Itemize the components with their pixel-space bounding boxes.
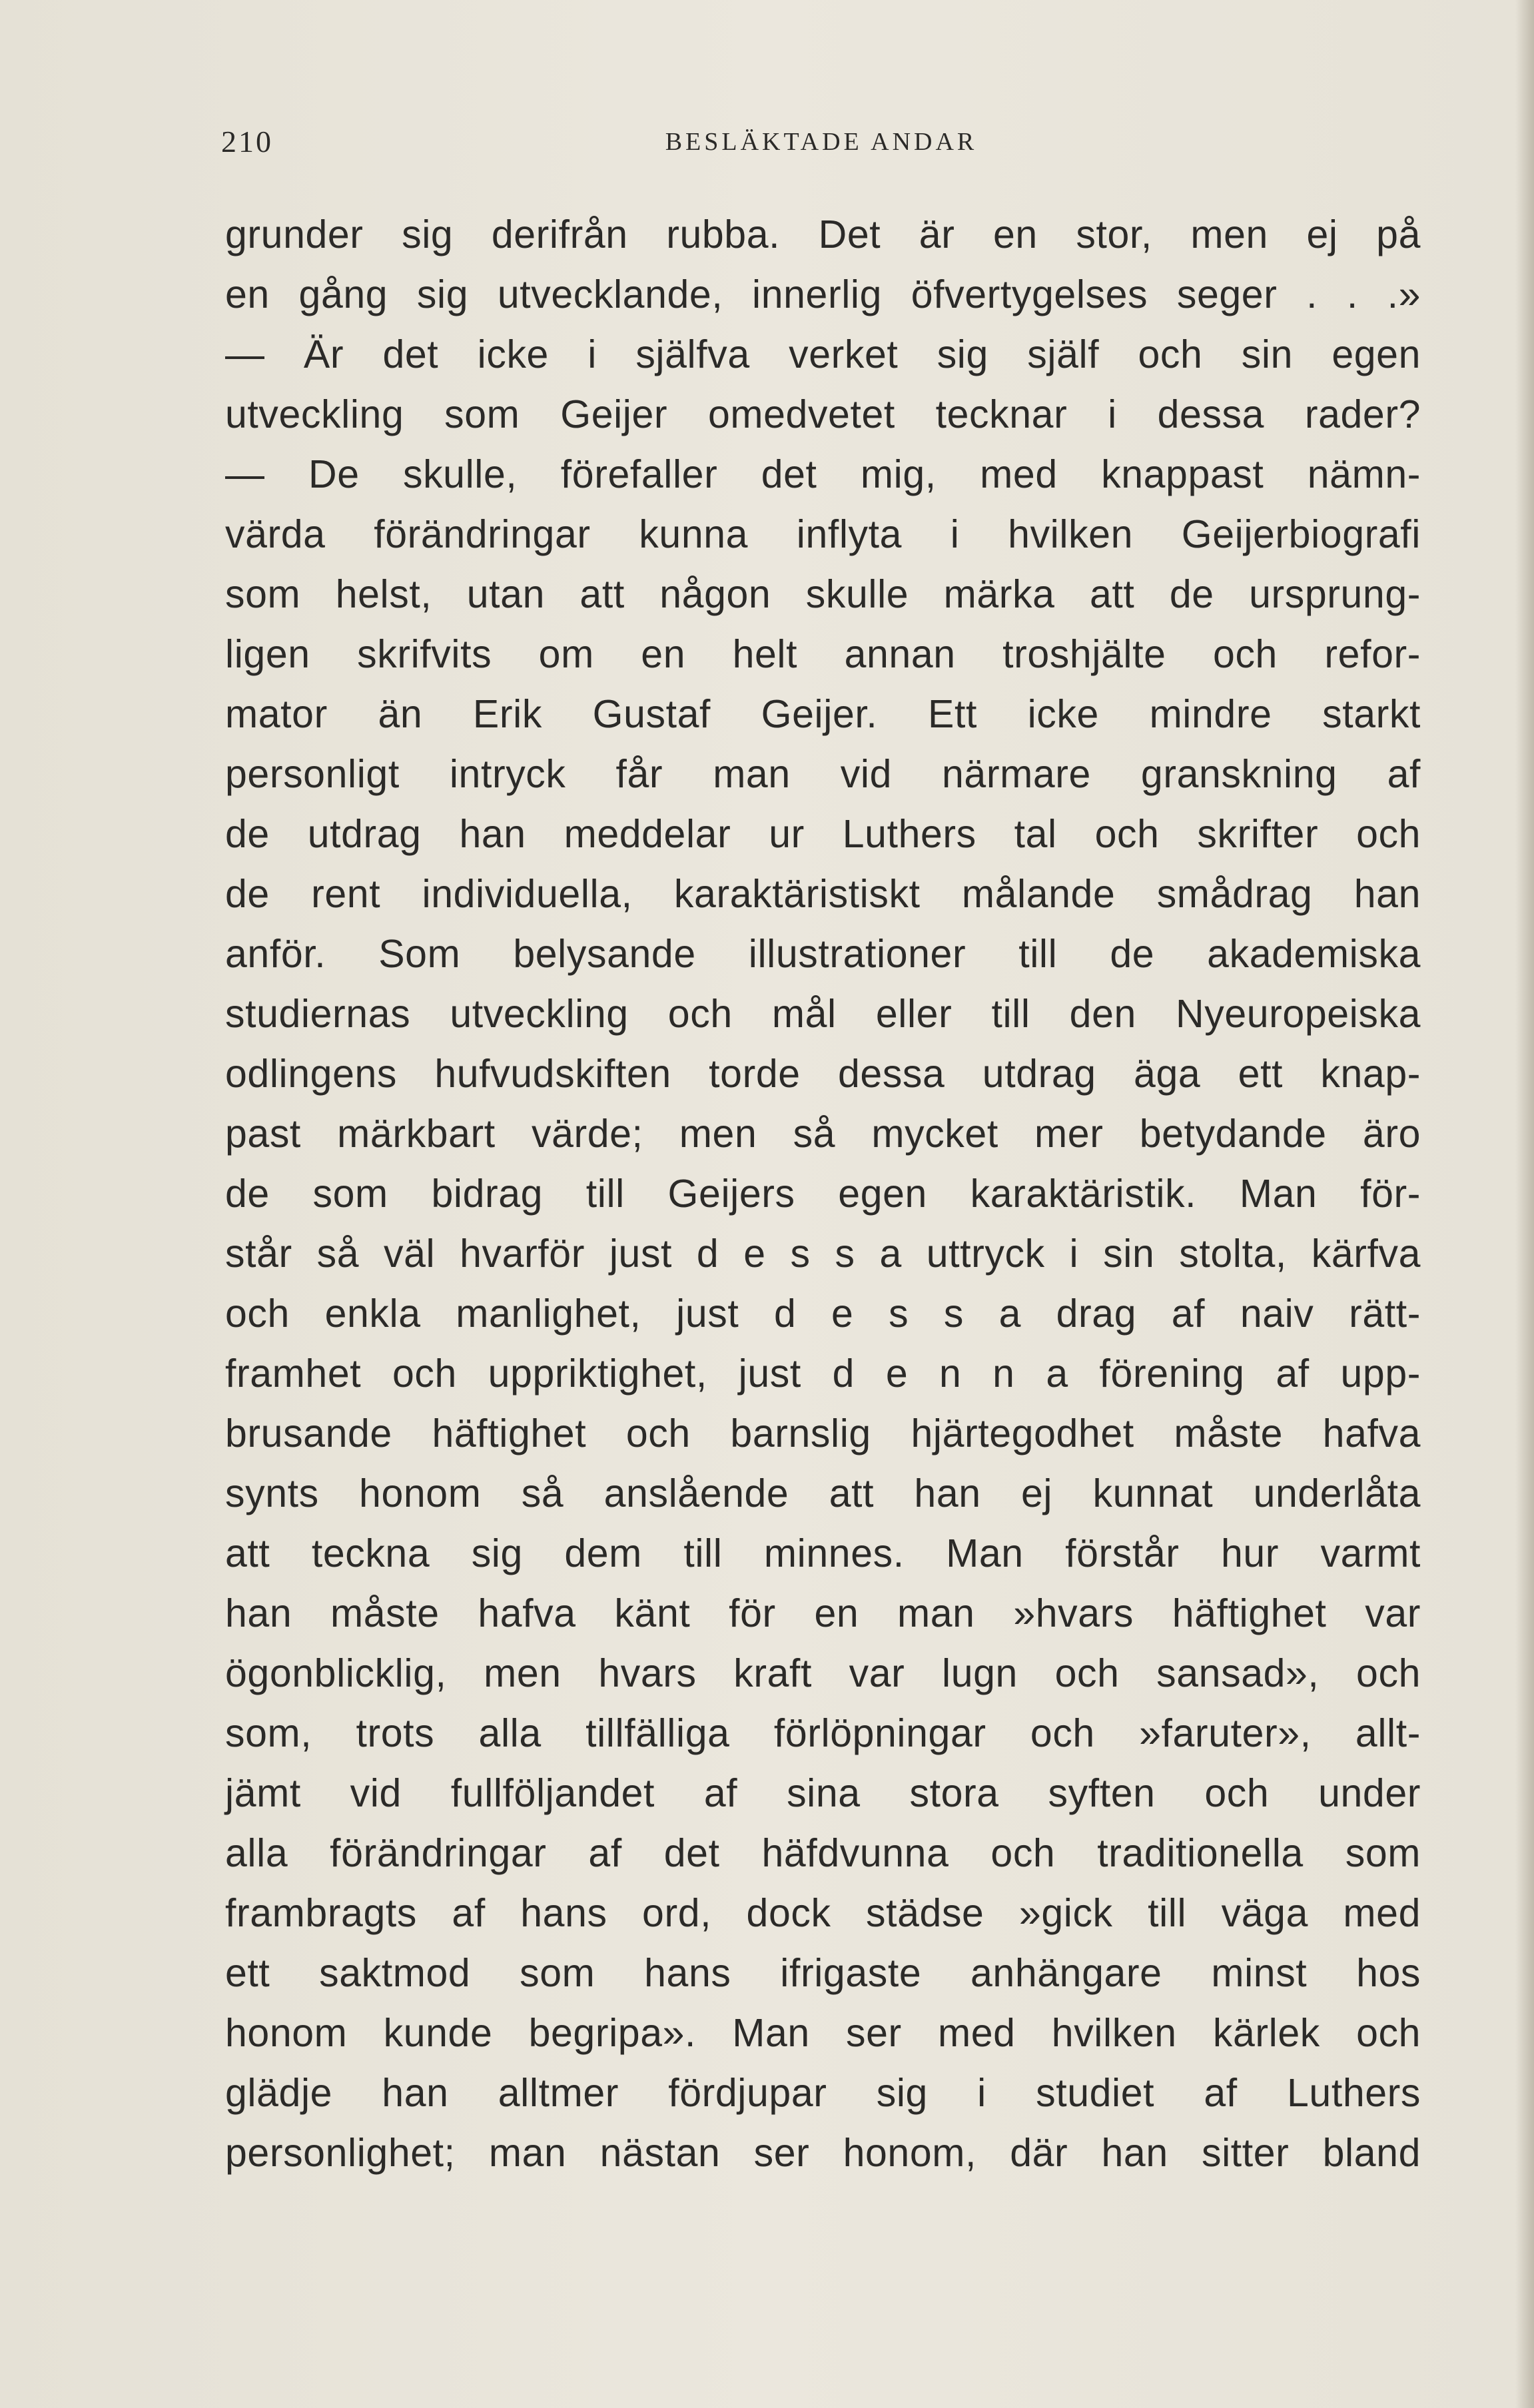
- text-line: står så väl hvarför just d e s s a uttryck i sin stolta, kärfva: [225, 1232, 1421, 1276]
- body-text: [225, 204, 1421, 2183]
- text-line: ligen skrifvits om en helt annan troshjälte och refor-: [225, 632, 1421, 676]
- text-line: personligt intryck får man vid närmare granskning af: [225, 752, 1421, 796]
- text-line: ett saktmod som hans ifrigaste anhängare minst hos: [225, 1951, 1421, 1995]
- page-header: [221, 119, 1421, 165]
- text-line: han måste hafva känt för en man »hvars häftighet var: [225, 1591, 1421, 1635]
- text-line: mator än Erik Gustaf Geijer. Ett icke mindre starkt: [225, 692, 1421, 736]
- text-line: glädje han alltmer fördjupar sig i studiet af Luthers: [225, 2071, 1421, 2115]
- text-line: brusande häftighet och barnslig hjärtegodhet måste hafva: [225, 1411, 1421, 1455]
- text-line: personlighet; man nästan ser honom, där han sitter bland: [225, 2131, 1421, 2175]
- text-line: att teckna sig dem till minnes. Man förstår hur varmt: [225, 1531, 1421, 1575]
- text-line: frambragts af hans ord, dock städse »gick till väga med: [225, 1891, 1421, 1935]
- text-line: anför. Som belysande illustrationer till de akademiska: [225, 932, 1421, 976]
- text-line: honom kunde begripa». Man ser med hvilken kärlek och: [225, 2011, 1421, 2055]
- page-number: 210: [221, 125, 273, 159]
- text-line: framhet och uppriktighet, just d e n n a förening af upp-: [225, 1352, 1421, 1396]
- page-edge-shadow: [1515, 0, 1534, 2408]
- text-line: odlingens hufvudskiften torde dessa utdrag äga ett knap-: [225, 1052, 1421, 1096]
- text-line: som, trots alla tillfälliga förlöpningar och »faruter», allt-: [225, 1711, 1421, 1755]
- text-line: de som bidrag till Geijers egen karaktäristik. Man för-: [225, 1172, 1421, 1216]
- text-line: de rent individuella, karaktäristiskt målande smådrag han: [225, 872, 1421, 916]
- text-line: ögonblicklig, men hvars kraft var lugn och sansad», och: [225, 1651, 1421, 1695]
- text-line: och enkla manlighet, just d e s s a drag af naiv rätt-: [225, 1292, 1421, 1336]
- running-head: BESLÄKTADE ANDAR: [665, 128, 978, 156]
- text-line: jämt vid fullföljandet af sina stora syften och under: [225, 1771, 1421, 1815]
- text-line: värda förändringar kunna inflyta i hvilken Geijerbiografi: [225, 512, 1421, 556]
- text-line: past märkbart värde; men så mycket mer betydande äro: [225, 1112, 1421, 1156]
- text-line: de utdrag han meddelar ur Luthers tal och skrifter och: [225, 812, 1421, 856]
- text-line: studiernas utveckling och mål eller till den Nyeuropeiska: [225, 992, 1421, 1036]
- text-line: en gång sig utvecklande, innerlig öfvertygelses seger . . .»: [225, 272, 1421, 316]
- text-line: grunder sig derifrån rubba. Det är en stor, men ej på: [225, 212, 1421, 256]
- text-line: synts honom så anslående att han ej kunnat underlåta: [225, 1471, 1421, 1515]
- text-line: alla förändringar af det häfdvunna och traditionella som: [225, 1831, 1421, 1875]
- text-line: utveckling som Geijer omedvetet tecknar i dessa rader?: [225, 392, 1421, 436]
- text-line: — De skulle, förefaller det mig, med knappast nämn-: [225, 452, 1421, 496]
- text-line: som helst, utan att någon skulle märka att de ursprung-: [225, 572, 1421, 616]
- text-line: — Är det icke i själfva verket sig själf och sin egen: [225, 332, 1421, 376]
